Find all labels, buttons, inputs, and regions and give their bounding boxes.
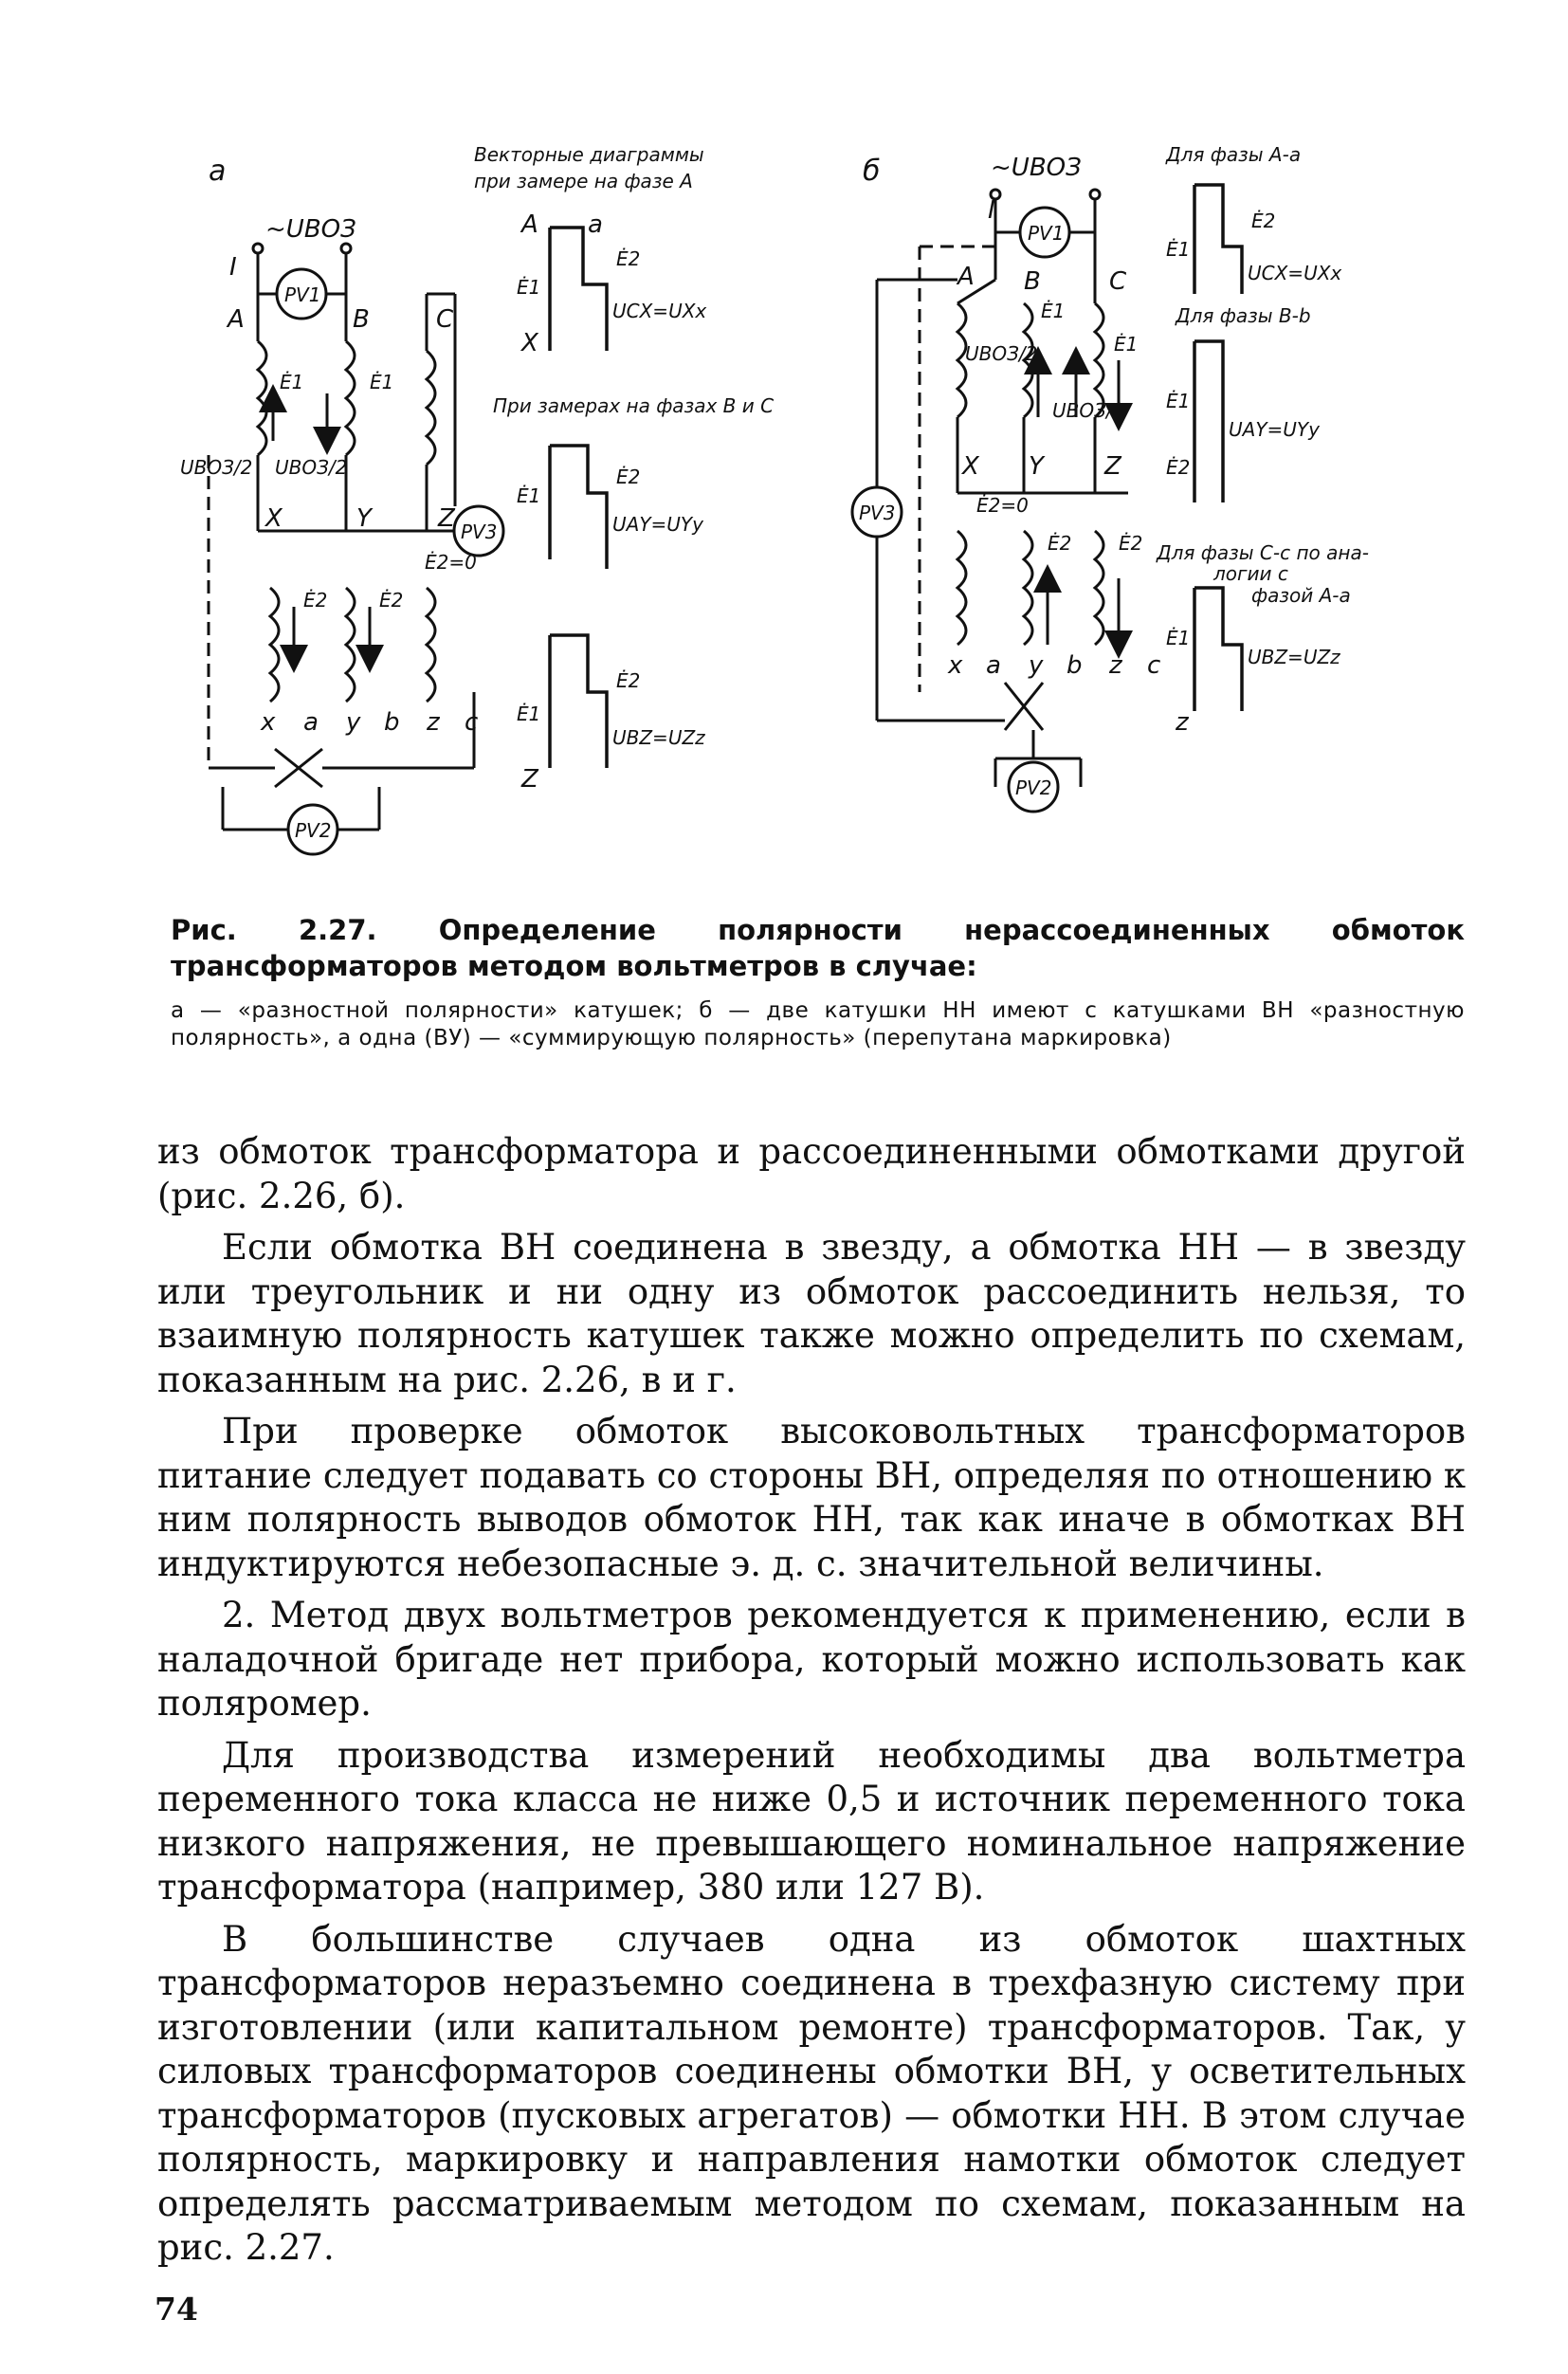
caption-title: Рис. 2.27. Определение полярности нерассоединенных обмоток трансформаторов методом вольтметров в случае:: [171, 914, 1465, 982]
e2-zero-label-a: Ė2=0: [425, 551, 477, 574]
terminal-b-label-a: b: [384, 708, 400, 737]
vd-e2-b: Ė2: [616, 466, 641, 488]
terminal-a-src2: [341, 244, 351, 253]
vd-eq-bz: UBZ=UZz: [612, 726, 705, 749]
figure-caption: [171, 912, 1465, 1052]
source-label-b: ~UВОЗ: [991, 154, 1082, 182]
phaseC-title-2: логии с: [1213, 562, 1288, 585]
vd-b-eq-bz: UBZ=UZz: [1248, 646, 1340, 668]
terminal-x-label-b: x: [948, 651, 963, 680]
terminal-C-label-b: C: [1109, 267, 1127, 296]
e1-label-b2: Ė1: [1114, 333, 1139, 356]
source-label-a: ~UВОЗ: [265, 215, 356, 244]
terminal-a-src1: [253, 244, 263, 253]
vd-eq-cx: UCX=UXx: [612, 300, 707, 322]
terminal-B-label-b: B: [1024, 267, 1041, 296]
vd-b-e2-b: Ė2: [1166, 456, 1191, 479]
vd-e2-a: Ė2: [616, 247, 641, 270]
e2-label-a2: Ė2: [379, 589, 404, 612]
pv1-label-a: PV1: [284, 283, 321, 306]
terminal-c-label-a: c: [465, 708, 479, 737]
paragraph-1: из обмоток трансформатора и рассоединенными обмотками другой (рис. 2.26, б).: [157, 1131, 1466, 1216]
terminal-X-label-a: X: [265, 504, 283, 533]
terminal-z-label-a: z: [427, 708, 440, 737]
body-text: [157, 1130, 1466, 2278]
terminal-Z-label-a: Z: [438, 504, 455, 533]
phaseA-title: Для фазы А-а: [1166, 143, 1302, 166]
circuit-diagrams: [171, 123, 1460, 882]
terminal-Z-label-b: Z: [1104, 452, 1121, 481]
paragraph-4: 2. Метод двух вольтметров рекомендуется к применению, если в наладочной бригаде нет прибора, который можно использовать как поляромер.: [157, 1595, 1466, 1724]
vd-b-eq-cx: UCX=UXx: [1248, 262, 1342, 284]
e1-label-a2: Ė1: [370, 371, 394, 393]
caption-description: а — «разностной полярности» катушек; б — две катушки НН имеют с катушками ВН «разностную полярность», а одна (ВУ) — «суммирующую полярность» (перепутана маркировка): [171, 998, 1465, 1050]
terminal-a-label-a: a: [303, 708, 319, 737]
subtitle-bc: При замерах на фазах В и С: [493, 394, 775, 417]
half-voltage-a2: UВОЗ/2: [275, 456, 348, 479]
part-a-label: а: [209, 155, 227, 188]
e1-label-b1: Ė1: [1041, 300, 1066, 322]
vd-b-e2-a: Ė2: [1251, 210, 1276, 232]
vd-b-z-label: z: [1176, 708, 1189, 737]
pv2-label-a: PV2: [295, 819, 332, 842]
vd-e1-b: Ė1: [517, 484, 541, 507]
terminal-a-label-b: a: [986, 651, 1001, 680]
vector-title-2: при замере на фазе А: [474, 170, 693, 192]
vd-Z-label: Z: [521, 765, 538, 794]
pv3-label-a: PV3: [461, 520, 498, 543]
vd-a-label: a: [588, 210, 603, 239]
terminal-X-label-b: X: [962, 452, 979, 481]
vector-title-1: Векторные диаграммы: [474, 143, 704, 166]
vd-e1-c: Ė1: [517, 703, 541, 725]
terminal-z-label-b: z: [1109, 651, 1122, 680]
e2-label-b2: Ė2: [1119, 532, 1143, 555]
vd-e1-a: Ė1: [517, 276, 541, 299]
page-number: 74: [155, 2291, 198, 2328]
current-label-b: I: [988, 196, 995, 225]
terminal-Y-label-b: Y: [1029, 452, 1044, 481]
vd-A-label: A: [521, 210, 538, 239]
vd-b-e1-c: Ė1: [1166, 627, 1191, 649]
terminal-Y-label-a: Y: [356, 504, 372, 533]
phaseC-title-1: Для фазы С-с по ана-: [1157, 541, 1369, 564]
vd-b-e1-b: Ė1: [1166, 390, 1191, 412]
terminal-y-label-b: y: [1029, 651, 1044, 680]
terminal-A-label-b: A: [957, 263, 975, 291]
e2-zero-label-b: Ė2=0: [976, 494, 1029, 517]
phaseC-title-3: фазой А-а: [1251, 584, 1351, 607]
vd-e2-c: Ė2: [616, 669, 641, 692]
part-b-label: б: [863, 155, 881, 188]
half-voltage-b2: UВОЗ/2: [1052, 399, 1125, 422]
terminal-x-label-a: x: [261, 708, 276, 737]
pv3-label-b: PV3: [859, 502, 896, 524]
figure-2-27: [171, 123, 1460, 882]
vd-X-label: X: [521, 329, 538, 357]
paragraph-3: При проверке обмоток высоковольтных трансформаторов питание следует подавать со стороны ВН, определяя по отношению к ним полярность выводов обмоток НН, так как иначе в обмотках ВН индуктируются небезопасные э. д. с. значительной величины.: [157, 1411, 1466, 1584]
terminal-A-label-a: A: [228, 305, 245, 334]
vd-eq-ay: UAY=UYy: [612, 513, 703, 536]
vd-b-eq-ay: UAY=UYy: [1229, 418, 1320, 441]
e2-label-b1: Ė2: [1048, 532, 1072, 555]
pv1-label-b: PV1: [1028, 222, 1065, 245]
terminal-B-label-a: B: [353, 305, 370, 334]
half-voltage-a1: UВОЗ/2: [180, 456, 253, 479]
half-voltage-b1: UВОЗ/2: [965, 342, 1038, 365]
paragraph-6: В большинстве случаев одна из обмоток шахтных трансформаторов неразъемно соединена в трехфазную систему при изготовлении (или капитальном ремонте) трансформаторов. Так, у силовых трансформаторов соединены обмотки ВН, у осветительных трансформаторов (пусковых агрегатов) — обмотки НН. В этом случае полярность, маркировку и направления намотки обмоток следует определять рассматриваемым методом по схемам, показанным на рис. 2.27.: [157, 1918, 1466, 2268]
pv2-label-b: PV2: [1015, 776, 1052, 799]
terminal-C-label-a: C: [436, 305, 454, 334]
phaseB-title: Для фазы В-b: [1176, 304, 1311, 327]
paragraph-5: Для производства измерений необходимы два вольтметра переменного тока класса не ниже 0,5 и источник переменного тока низкого напряжения, не превышающего номинальное напряжение трансформатора (например, 380 или 127 В).: [157, 1734, 1466, 1908]
terminal-b-label-b: b: [1067, 651, 1083, 680]
e1-label-a1: Ė1: [280, 371, 304, 393]
paragraph-2: Если обмотка ВН соединена в звезду, а обмотка НН — в звезду или треугольник и ни одну из обмоток рассоединить нельзя, то взаимную полярность катушек также можно определить по схемам, показанным на рис. 2.26, в и г.: [157, 1227, 1466, 1400]
terminal-c-label-b: c: [1147, 651, 1161, 680]
terminal-y-label-a: y: [346, 708, 361, 737]
e2-label-a1: Ė2: [303, 589, 328, 612]
vd-b-e1-a: Ė1: [1166, 238, 1191, 261]
current-label-a: I: [229, 253, 237, 282]
